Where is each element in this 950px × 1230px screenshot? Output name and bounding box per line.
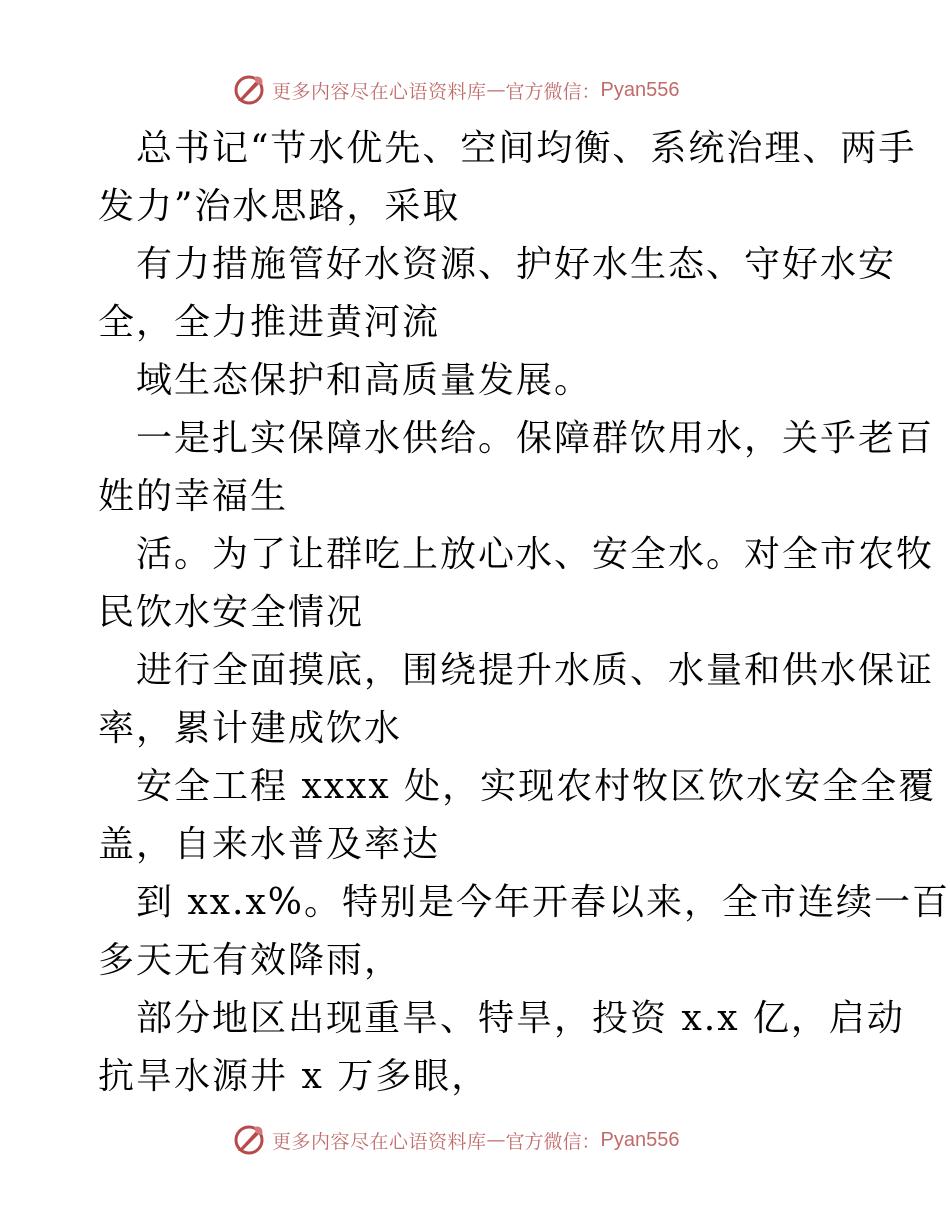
body-text-line: 有力措施管好水资源、护好水生态、守好水安 bbox=[136, 244, 897, 285]
watermark-text: 更多内容尽在心语资料库 bbox=[272, 80, 487, 103]
body-text-line: 盖，自来水普及率达 bbox=[98, 824, 441, 865]
body-text-line: 域生态保护和高质量发展。 bbox=[136, 360, 593, 401]
watermark-dash: — bbox=[486, 79, 506, 101]
watermark-dash: — bbox=[486, 1129, 506, 1151]
body-text-line: 活。为了让群吃上放心水、安全水。对全市农牧 bbox=[136, 534, 935, 575]
body-text-line: 安全工程 xxxx 处，实现农村牧区饮水安全全覆 bbox=[136, 766, 937, 807]
footer-watermark bbox=[232, 1120, 712, 1160]
body-text-line: 民饮水安全情况 bbox=[98, 592, 365, 633]
watermark-wechat-id: Pyan556 bbox=[600, 78, 680, 101]
body-text-line: 率，累计建成饮水 bbox=[98, 708, 403, 749]
watermark-wechat-id: Pyan556 bbox=[600, 1128, 680, 1151]
body-text-line: 进行全面摸底，围绕提升水质、水量和供水保证 bbox=[136, 650, 935, 691]
document-body bbox=[98, 120, 950, 1106]
watermark-official-label: 官方微信： bbox=[505, 1130, 601, 1153]
body-text-line: 姓的幸福生 bbox=[98, 476, 289, 517]
body-text-line: 部分地区出现重旱、特旱，投资 x.x 亿，启动 bbox=[136, 998, 905, 1039]
quill-pen-circle-icon bbox=[232, 73, 266, 107]
body-text-line: 全，全力推进黄河流 bbox=[98, 302, 441, 343]
body-text-line: 一是扎实保障水供给。保障群饮用水，关乎老百 bbox=[136, 418, 935, 459]
body-text-line: 多天无有效降雨， bbox=[98, 940, 403, 981]
quill-pen-circle-icon bbox=[232, 1123, 266, 1157]
body-text-line: 到 xx.x%。特别是今年开春以来，全市连续一百 bbox=[136, 882, 950, 923]
watermark-text: 更多内容尽在心语资料库 bbox=[272, 1130, 487, 1153]
body-text-line: 发力”治水思路，采取 bbox=[98, 186, 461, 227]
body-text-line: 总书记“节水优先、空间均衡、系统治理、两手 bbox=[136, 128, 917, 169]
body-text-line: 抗旱水源井 x 万多眼， bbox=[98, 1056, 490, 1097]
watermark-official-label: 官方微信： bbox=[505, 80, 601, 103]
header-watermark bbox=[232, 70, 712, 110]
